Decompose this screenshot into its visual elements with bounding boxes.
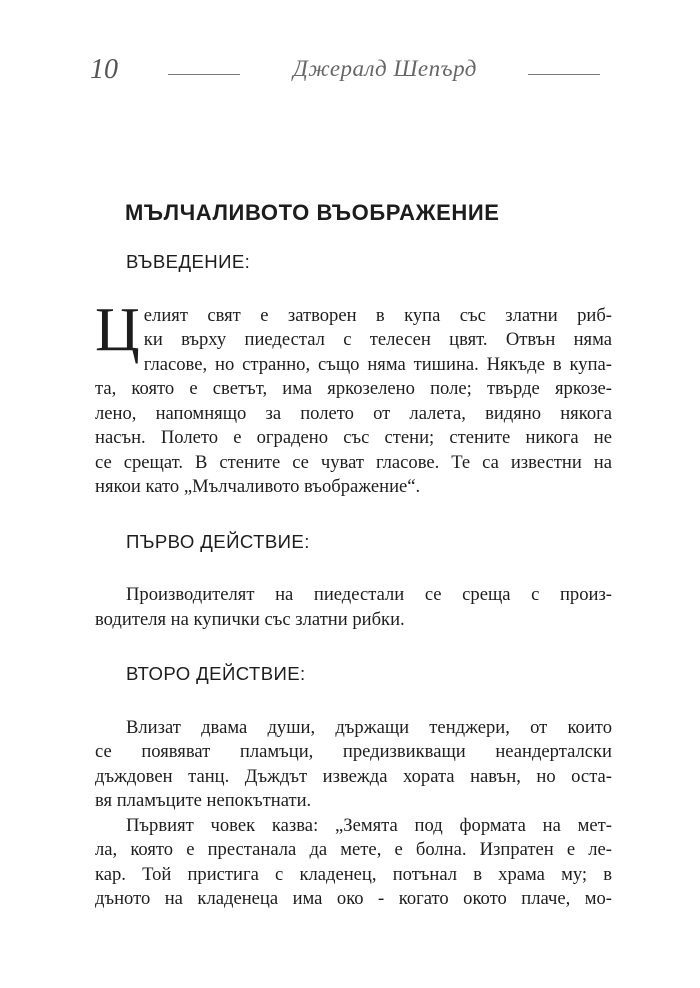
text-line: се срещат. В стените се чуват гласове. Те са известни на — [95, 451, 612, 473]
text-line: дъното на кладенеца има око - когато окото плаче, мо- — [95, 888, 612, 909]
header-rule-right — [528, 74, 600, 75]
text-line: Производителят на пиедестали се среща с произ- — [126, 584, 612, 605]
act2-paragraph-2 — [95, 814, 612, 912]
text-line: вя пламъците непокътнати. — [95, 790, 312, 811]
text-line: та, която е светът, има яркозелено поле; твърде яркозе- — [95, 378, 612, 399]
act1-paragraph — [95, 583, 612, 632]
author-name: Джералд Шепърд — [293, 56, 477, 81]
text-line: елият свят е затворен в купа със златни риб- — [143, 304, 612, 326]
intro-paragraph — [95, 295, 612, 500]
text-line: лено, напомнящо за полето от лалета, видяно някога — [95, 402, 612, 424]
text-line: дъждовен танц. Дъждът извежда хората навън, но оста- — [95, 765, 612, 787]
text-line: ки върху пиедестал с телесен цвят. Отвън няма — [143, 329, 612, 350]
act2-heading: ВТОРО ДЕЙСТВИЕ: — [126, 663, 306, 684]
running-header — [90, 52, 610, 92]
intro-heading: ВЪВЕДЕНИЕ: — [126, 251, 251, 272]
text-line: гласове, но странно, също няма тишина. Някъде в купа- — [143, 353, 612, 375]
text-line: насън. Полето е оградено със стени; стените никога не — [95, 427, 612, 448]
page-number: 10 — [90, 54, 118, 85]
text-line: ла, която е престанала да мете, е болна. Изпратен е ле- — [95, 839, 612, 860]
text-line: кар. Той пристига с кладенец, потънал в храма му; в — [95, 863, 612, 885]
text-line: някои като „Мълчаливото въображение“. — [95, 476, 421, 497]
text-line: Влизат двама души, държащи тенджери, от които — [126, 716, 612, 738]
header-rule-left — [168, 74, 240, 75]
text-line: се появяват пламъци, предизвикващи неандерталски — [95, 741, 612, 762]
act2-paragraph-1 — [95, 716, 612, 814]
page-body — [95, 196, 612, 912]
text-line: Първият човек казва: „Земята под формата на мет- — [126, 814, 612, 836]
chapter-title: МЪЛЧАЛИВОТО ВЪОБРАЖЕНИЕ — [125, 200, 500, 225]
act1-heading: ПЪРВО ДЕЙСТВИЕ: — [126, 530, 310, 552]
drop-cap: Ц — [95, 295, 140, 364]
text-line: водителя на купички със златни рибки. — [95, 608, 405, 630]
